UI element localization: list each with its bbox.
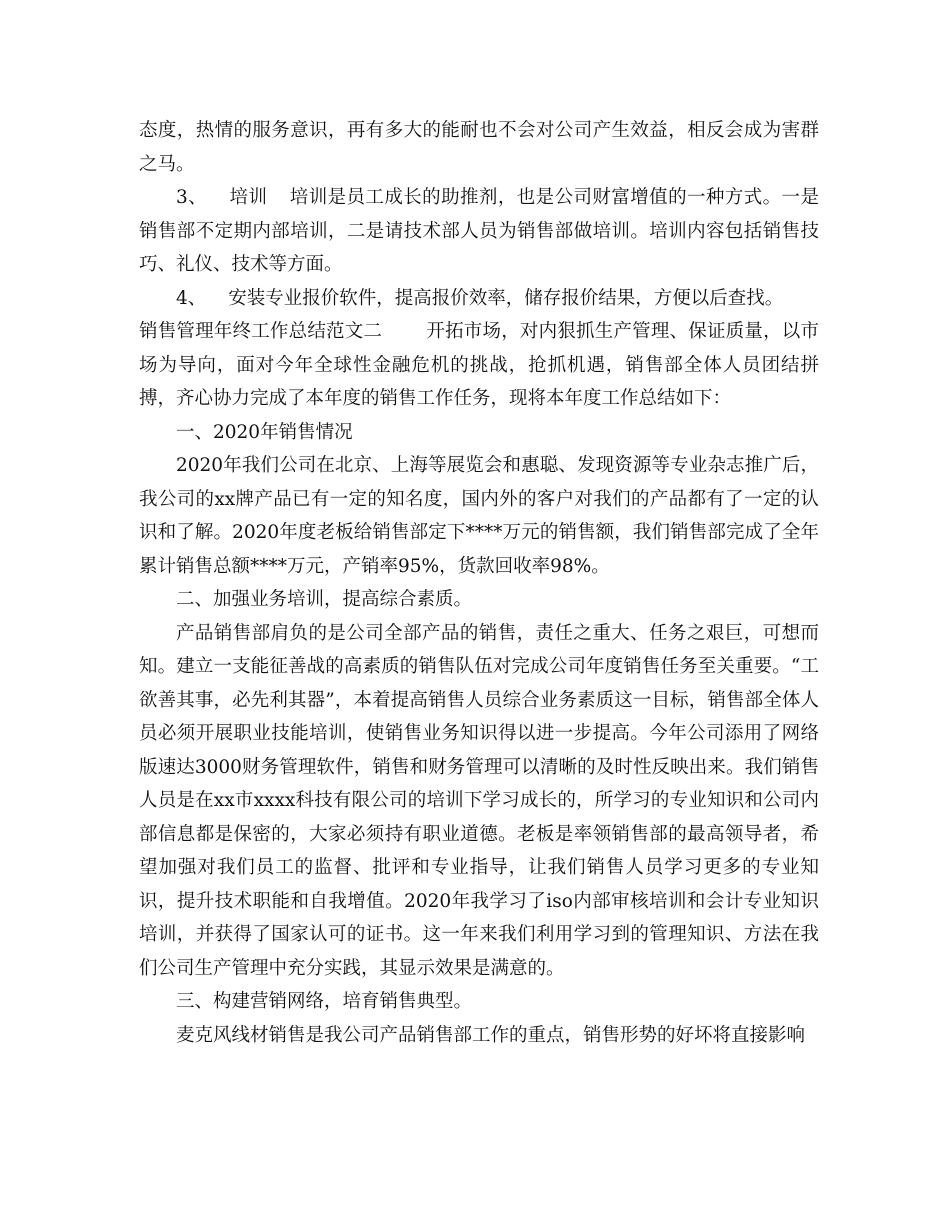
paragraph-text: 2020年我们公司在北京、上海等展览会和惠聪、发现资源等专业杂志推广后，我公司的xx牌产品已有一定的知名度，国内外的客户对我们的产品都有了一定的认识和了解。2020年度老板给销售部定下****万元的销售额，我们销售部完成了全年累计销售总额****万元，产销率95%，货款回收率98%。 — [139, 455, 819, 577]
item-number: 3、 — [176, 187, 208, 208]
paragraph-section-two — [139, 315, 819, 416]
paragraph-continued — [139, 114, 819, 181]
paragraph-text: 麦克风线材销售是我公司产品销售部工作的重点，销售形势的好坏将直接影响 — [176, 1024, 806, 1046]
paragraph-text: 产品销售部肩负的是公司全部产品的销售，责任之重大、任务之艰巨，可想而知。建立一支能征善战的高素质的销售队伍对完成公司年度销售任务至关重要。“工欲善其事，必先利其器”，本着提高销售人员综合业务素质这一目标，销售部全体人员必须开展职业技能培训，使销售业务知识得以进一步提高。今年公司添用了网络版速达3000财务管理软件，销售和财务管理可以清晰的及时性反映出来。我们销售人员是在xx市xxxx科技有限公司的培训下学习成长的，所学习的专业知识和公司内部信息都是保密的，大家必须持有职业道德。老板是率领销售部的最高领导者，希望加强对我们员工的监督、批评和专业指导，让我们销售人员学习更多的专业知识，提升技术职能和自我增值。2020年我学习了iso内部审核培训和会计专业知识培训，并获得了国家认可的证书。这一年来我们利用学习到的管理知识、方法在我们公司生产管理中充分实践，其显示效果是满意的。 — [139, 622, 819, 979]
paragraph-text: 培训是员工成长的助推剂，也是公司财富增值的一种方式。一是销售部不定期内部培训，二是请技术部人员为销售部做培训。培训内容包括销售技巧、礼仪、技术等方面。 — [139, 187, 819, 275]
paragraph-text: 安装专业报价软件，提高报价效率，储存报价结果，方便以后查找。 — [228, 287, 784, 309]
paragraph-quote-software — [139, 282, 819, 316]
item-heading: 培训 — [229, 187, 268, 208]
heading-sales-status — [139, 416, 819, 450]
paragraph-text: 态度，热情的服务意识，再有多大的能耐也不会对公司产生效益，相反会成为害群之马。 — [139, 120, 819, 175]
paragraph-text: 开拓市场，对内狠抓生产管理、保证质量，以市场为导向，面对今年全球性金融危机的挑战，抢抓机遇，销售部全体人员团结拼搏，齐心协力完成了本年度的销售工作任务，现将本年度工作总结如下： — [139, 321, 819, 409]
paragraph-training — [139, 181, 819, 282]
heading-text: 二、加强业务培训，提高综合素质。 — [176, 589, 473, 610]
paragraph-training-detail — [139, 617, 819, 986]
heading-text: 三、构建营销网络，培育销售典型。 — [176, 991, 473, 1012]
item-number: 4、 — [176, 287, 207, 309]
heading-network — [139, 985, 819, 1019]
paragraph-network — [139, 1019, 819, 1053]
heading-training — [139, 583, 819, 617]
section-title: 销售管理年终工作总结范文二 — [139, 321, 383, 342]
document-body — [139, 114, 819, 1052]
paragraph-sales-status — [139, 449, 819, 583]
heading-text: 一、2020年销售情况 — [176, 421, 353, 443]
